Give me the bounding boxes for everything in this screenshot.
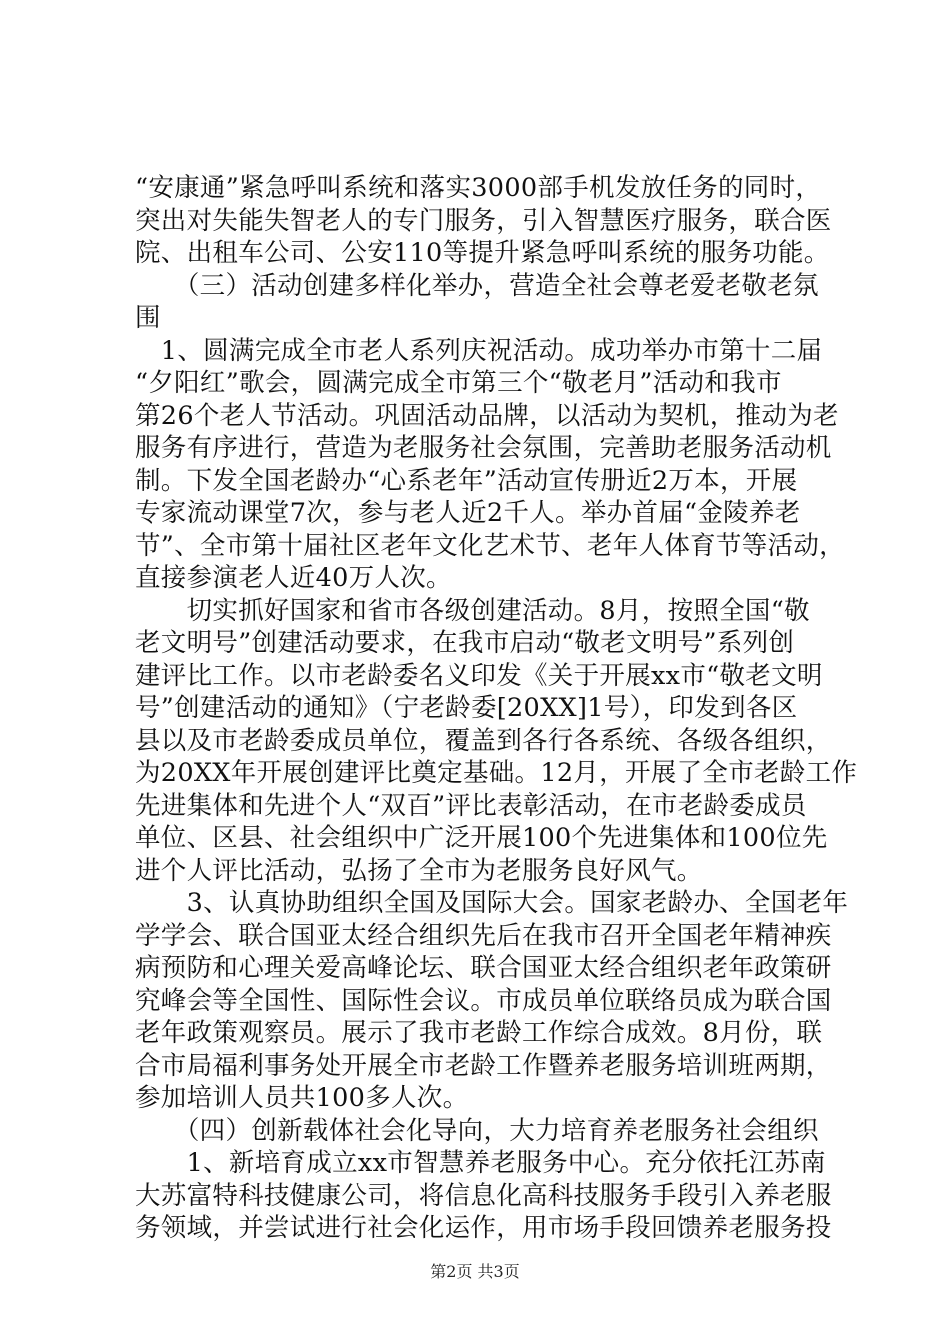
paragraph-line: 第26个老人节活动。巩固活动品牌，以活动为契机，推动为老 (135, 400, 839, 431)
paragraph-line: 学学会、联合国亚太经合组织先后在我市召开全国老年精神疾 (135, 920, 832, 951)
paragraph-line: 大苏富特科技健康公司，将信息化高科技服务手段引入养老服 (135, 1180, 832, 1211)
paragraph-line: 务领域，并尝试进行社会化运作，用市场手段回馈养老服务投 (135, 1213, 832, 1243)
paragraph-line: 老文明号”创建活动要求，在我市启动“敬老文明号”系列创 (135, 628, 795, 658)
paragraph-line: 切实抓好国家和省市各级创建活动。8月，按照全国“敬 (135, 595, 810, 626)
paragraph-line: 围 (135, 303, 161, 333)
paragraph-line: 老年政策观察员。展示了我市老龄工作综合成效。8月份，联 (135, 1018, 823, 1048)
paragraph-line: 院、出租车公司、公安110等提升紧急呼叫系统的服务功能。 (135, 238, 830, 268)
paragraph-line: 制。下发全国老龄办“心系老年”活动宣传册近2万本，开展 (135, 465, 798, 496)
paragraph-line: 1、新培育成立xx市智慧养老服务中心。充分依托江苏南 (135, 1148, 826, 1178)
paragraph-line: 节”、全市第十届社区老年文化艺术节、老年人体育节等活动， (135, 530, 845, 561)
paragraph-line: 直接参演老人近40万人次。 (135, 563, 452, 593)
paragraph-line: 3、认真协助组织全国及国际大会。国家老龄办、全国老年 (135, 888, 849, 918)
paragraph-line: 县以及市老龄委成员单位，覆盖到各行各系统、各级各组织， (135, 725, 832, 756)
paragraph-line: 参加培训人员共100多人次。 (135, 1083, 469, 1113)
paragraph-line: 建评比工作。以市老龄委名义印发《关于开展xx市“敬老文明 (135, 660, 823, 691)
paragraph-line: 进个人评比活动，弘扬了全市为老服务良好风气。 (135, 855, 703, 886)
paragraph-line: “安康通”紧急呼叫系统和落实3000部手机发放任务的同时， (135, 173, 822, 203)
paragraph-line: （四）创新载体社会化导向，大力培育养老服务社会组织 (135, 1115, 819, 1146)
paragraph-line: 号”创建活动的通知》（宁老龄委[20XX]1号），印发到各区 (135, 693, 798, 723)
paragraph-line: 单位、区县、社会组织中广泛开展100个先进集体和100位先 (135, 823, 828, 853)
paragraph-line: 究峰会等全国性、国际性会议。市成员单位联络员成为联合国 (135, 985, 832, 1016)
page-footer: 第2页 共3页 (430, 1262, 520, 1281)
paragraph-line: 先进集体和先进个人“双百”评比表彰活动，在市老龄委成员 (135, 790, 807, 821)
paragraph-line: 专家流动课堂7次，参与老人近2千人。举办首届“金陵养老 (135, 498, 801, 528)
paragraph-line: 合市局福利事务处开展全市老龄工作暨养老服务培训班两期， (135, 1050, 832, 1081)
paragraph-line: 病预防和心理关爱高峰论坛、联合国亚太经合组织老年政策研 (135, 953, 832, 983)
document-body (135, 172, 858, 1245)
paragraph-line: “夕阳红”歌会，圆满完成全市第三个“敬老月”活动和我市 (135, 368, 782, 398)
paragraph-line: 突出对失能失智老人的专门服务，引入智慧医疗服务，联合医 (135, 205, 832, 236)
paragraph-line: 为20XX年开展创建评比奠定基础。12月，开展了全市老龄工作 (135, 758, 858, 788)
paragraph-line: （三）活动创建多样化举办，营造全社会尊老爱老敬老氛 (135, 270, 819, 301)
paragraph-line: 服务有序进行，营造为老服务社会氛围，完善助老服务活动机 (135, 433, 832, 463)
paragraph-line: 1、圆满完成全市老人系列庆祝活动。成功举办市第十二届 (135, 335, 823, 366)
